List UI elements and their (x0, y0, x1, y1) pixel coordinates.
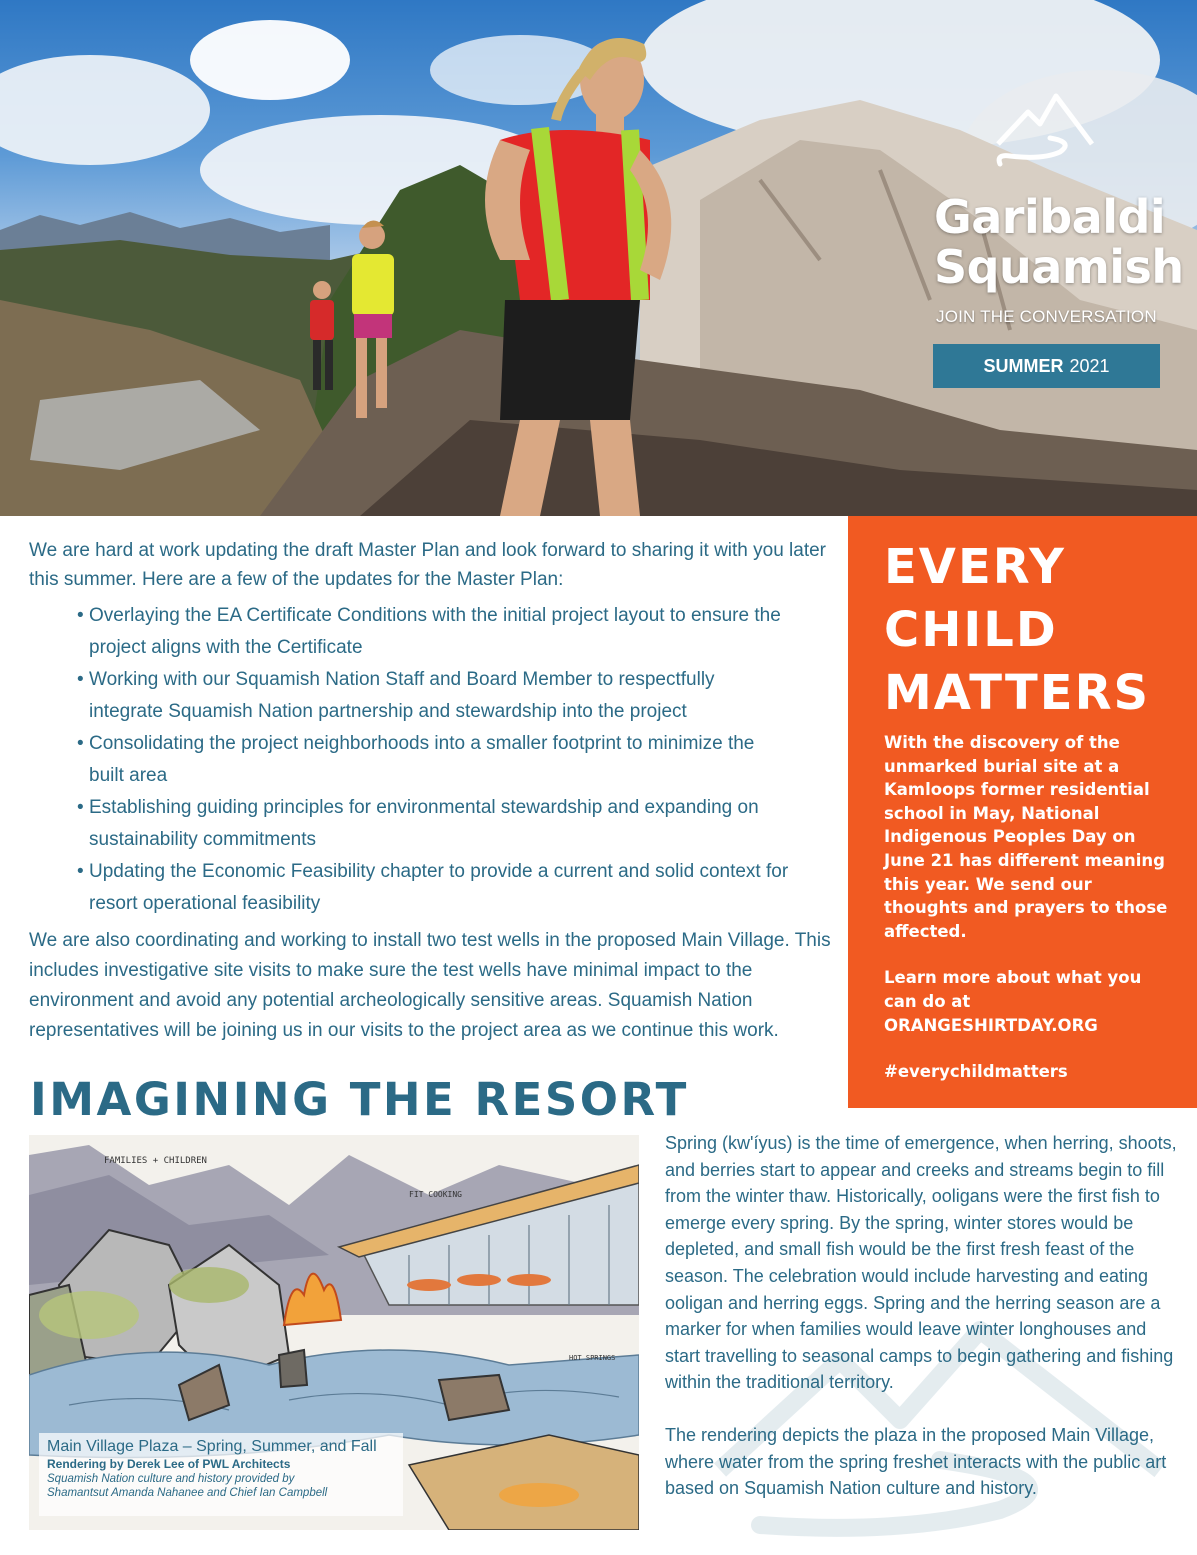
ecm-title (884, 536, 1173, 725)
ecm-title-line3: MATTERS (884, 665, 1151, 721)
caption-title: Main Village Plaza – Spring, Summer, and Fall (47, 1438, 377, 1455)
list-item: • Updating the Economic Feasibility chapter to provide a current and solid context for resort operational feasibility (77, 856, 789, 920)
ecm-title-line2: CHILD (884, 602, 1058, 658)
story-paragraph: The rendering depicts the plaza in the proposed Main Village, where water from the spring freshet interacts with the public art based on Squamish Nation culture and history. (665, 1424, 1167, 1499)
caption-note: Shamantsut Amanda Nahanee and Chief Ian Campbell (47, 1487, 328, 1499)
hero-photo (0, 0, 1197, 516)
brand-name-line1: Garibaldi (934, 190, 1166, 244)
ecm-hashtag: #everychildmatters (884, 1062, 1068, 1082)
update-list (29, 600, 839, 920)
test-wells-paragraph: We are also coordinating and working to install two test wells in the proposed Main Village. This includes investigative site visits to make sure the test wells have minimal impact to the environment and avoid any potential archeologically sensitive areas. Squamish Nation representatives will be joining us in our visits to the project area as we continue this work. (29, 930, 831, 1041)
season-label: SUMMER (983, 355, 1064, 376)
section-heading: IMAGINING THE RESORT (30, 1073, 689, 1126)
spring-story (665, 1130, 1185, 1528)
intro-section (29, 536, 839, 1046)
ecm-body (884, 731, 1173, 1084)
caption-note: Squamish Nation culture and history provided by (47, 1473, 295, 1485)
brand-name-line2: Squamish (934, 240, 1184, 294)
brand-tagline: JOIN THE CONVERSATION (936, 307, 1157, 326)
brand-name (934, 190, 1184, 294)
list-item: • Working with our Squamish Nation Staff and Board Member to respectfully integrate Squamish Nation partnership and stewardship into the project (77, 664, 789, 728)
sketch-label: FAMILIES + CHILDREN (104, 1156, 207, 1166)
mountain-logo-icon (990, 92, 1100, 172)
rendering-caption (39, 1433, 403, 1516)
list-item: • Consolidating the project neighborhoods into a smaller footprint to minimize the built area (77, 728, 789, 792)
plaza-rendering (29, 1135, 639, 1530)
sketch-label: HOT SPRINGS (569, 1354, 616, 1362)
ecm-learn-more: Learn more about what you can do at ORANGESHIRTDAY.ORG (884, 968, 1142, 1035)
list-item: • Overlaying the EA Certificate Conditions with the initial project layout to ensure the project aligns with the Certificate (77, 600, 789, 664)
story-paragraph: Spring (kw'íyus) is the time of emergence, when herring, shoots, and berries start to appear and creeks and streams begin to fill from the winter thaw. Historically, ooligans were the first fish to emerge every spring. By the spring, winter stores would be depleted, and small fish would be the first fresh feast of the season. The celebration would include harvesting and eating ooligan and herring eggs. Spring and the herring season are a marker for when families would leave winter longhouses and start travelling to seasonal camps to begin gathering and fishing within the traditional territory. (665, 1133, 1177, 1393)
season-badge (933, 344, 1160, 388)
ecm-title-line1: EVERY (884, 539, 1066, 595)
every-child-matters-box (848, 516, 1197, 1108)
sketch-label: FIT COOKING (409, 1190, 462, 1199)
season-year: 2021 (1069, 355, 1110, 376)
caption-credit: Rendering by Derek Lee of PWL Architects (47, 1457, 291, 1471)
list-item: • Establishing guiding principles for environmental stewardship and expanding on sustainability commitments (77, 792, 789, 856)
ecm-message: With the discovery of the unmarked burial site at a Kamloops former residential school in May, National Indigenous Peoples Day on June 21 has different meaning this year. We send our thoughts and prayers to those affected. (884, 733, 1168, 941)
intro-paragraph: We are hard at work updating the draft Master Plan and look forward to sharing it with you later this summer. Here are a few of the updates for the Master Plan: (29, 540, 827, 590)
